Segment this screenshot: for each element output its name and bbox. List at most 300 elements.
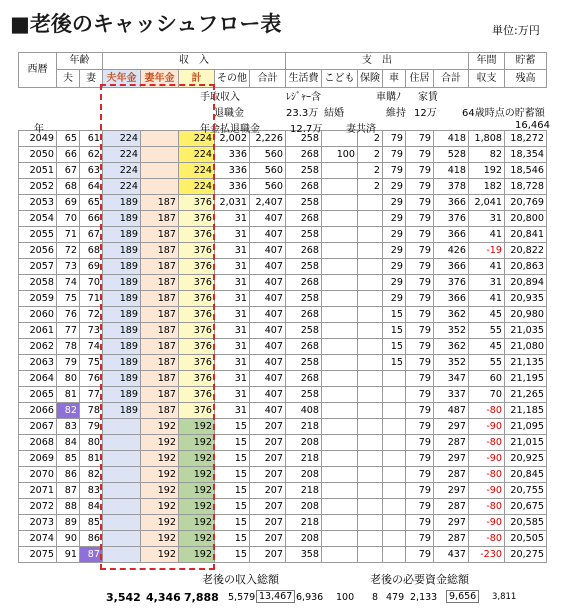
cell-hoken (358, 387, 383, 403)
cell-sonota: 15 (215, 515, 250, 531)
cell-kei: 192 (179, 419, 215, 435)
cell-kuruma: 79 (383, 131, 406, 147)
cell-sonota: 31 (215, 275, 250, 291)
table-row (19, 547, 547, 563)
cell-seikatsuhi: 258 (286, 227, 322, 243)
cell-fu-nenkin (103, 451, 141, 467)
cell-hoken (358, 467, 383, 483)
cell-jukyo: 79 (406, 275, 434, 291)
cell-kei: 376 (179, 195, 215, 211)
cell-kodomo (322, 243, 358, 259)
cell-nenkan-shushi: 1,808 (469, 131, 505, 147)
cell-chochiku-zandaka: 18,354 (505, 147, 547, 163)
cell-kuruma (383, 499, 406, 515)
cell-chochiku-zandaka: 21,080 (505, 339, 547, 355)
table-row (19, 451, 547, 467)
cell-hoken (358, 275, 383, 291)
cell-kei: 224 (179, 179, 215, 195)
cell-shishutsu-goukei: 418 (434, 131, 469, 147)
cell-fu-nenkin (103, 499, 141, 515)
cell-jukyo: 79 (406, 291, 434, 307)
unit-label: 単位:万円 (492, 24, 540, 37)
cell-chochiku-zandaka: 20,841 (505, 227, 547, 243)
cell-jukyo: 79 (406, 195, 434, 211)
cell-shunyu-goukei: 207 (250, 499, 286, 515)
cell-kuruma (383, 467, 406, 483)
cell-shishutsu-goukei: 426 (434, 243, 469, 259)
cell-kuruma: 29 (383, 291, 406, 307)
cell-shishutsu-goukei: 287 (434, 499, 469, 515)
header-goukei2: 合計 (434, 70, 469, 88)
cell-shunyu-goukei: 207 (250, 483, 286, 499)
cell-seireki: 2073 (19, 515, 57, 531)
cell-seikatsuhi: 358 (286, 547, 322, 563)
cell-kei: 376 (179, 403, 215, 419)
cell-tsuma-age: 83 (80, 483, 103, 499)
header-shishutsu: 支 出 (286, 53, 469, 70)
cell-tsuma-nenkin: 187 (141, 387, 179, 403)
cell-sonota: 15 (215, 499, 250, 515)
cell-chochiku-zandaka: 21,015 (505, 435, 547, 451)
cell-otto-age: 65 (57, 131, 80, 147)
cell-nenkan-shushi: 182 (469, 179, 505, 195)
table-row (19, 435, 547, 451)
cell-shishutsu-goukei: 352 (434, 355, 469, 371)
cell-chochiku-zandaka: 21,185 (505, 403, 547, 419)
cell-nenkan-shushi: 55 (469, 355, 505, 371)
cell-nenkan-shushi: -90 (469, 419, 505, 435)
cell-tsuma-nenkin: 187 (141, 195, 179, 211)
cell-sonota: 31 (215, 307, 250, 323)
cell-otto-age: 83 (57, 419, 80, 435)
cell-tsuma-nenkin: 187 (141, 211, 179, 227)
cell-seikatsuhi: 208 (286, 435, 322, 451)
label-income-total: 老後の収入総額 (202, 573, 279, 586)
cell-kodomo (322, 355, 358, 371)
cell-jukyo: 79 (406, 243, 434, 259)
cell-fu-nenkin (103, 531, 141, 547)
cell-sonota: 15 (215, 419, 250, 435)
cell-kei: 376 (179, 243, 215, 259)
table-row (19, 403, 547, 419)
note-leisure: ﾚｼﾞｬｰ含 (286, 92, 321, 103)
cell-chochiku-zandaka: 20,894 (505, 275, 547, 291)
cell-shishutsu-goukei: 418 (434, 163, 469, 179)
cell-tsuma-age: 67 (80, 227, 103, 243)
cell-kuruma (383, 451, 406, 467)
cell-hoken (358, 547, 383, 563)
cell-shunyu-goukei: 207 (250, 467, 286, 483)
cell-tsuma-nenkin: 192 (141, 435, 179, 451)
cell-fu-nenkin: 189 (103, 307, 141, 323)
cell-kodomo (322, 275, 358, 291)
cell-kuruma: 29 (383, 211, 406, 227)
cell-hoken (358, 259, 383, 275)
cell-kodomo (322, 499, 358, 515)
cell-kei: 192 (179, 435, 215, 451)
cell-kuruma: 15 (383, 307, 406, 323)
cell-tsuma-age: 73 (80, 323, 103, 339)
cell-chochiku-zandaka: 20,822 (505, 243, 547, 259)
header-jukyo: 住居 (406, 70, 434, 88)
cell-chochiku-zandaka: 20,935 (505, 291, 547, 307)
cell-seireki: 2057 (19, 259, 57, 275)
cell-otto-age: 86 (57, 467, 80, 483)
cell-fu-nenkin: 224 (103, 163, 141, 179)
cell-kuruma: 29 (383, 179, 406, 195)
cell-kuruma: 15 (383, 355, 406, 371)
cell-seireki: 2051 (19, 163, 57, 179)
cell-nenkan-shushi: 2,041 (469, 195, 505, 211)
cell-tsuma-age: 85 (80, 515, 103, 531)
note-ji64: 64歳時点の貯蓄額 (462, 108, 545, 119)
cell-seireki: 2072 (19, 499, 57, 515)
cell-otto-age: 70 (57, 211, 80, 227)
table-row (19, 467, 547, 483)
cell-kei: 376 (179, 387, 215, 403)
cell-kodomo (322, 179, 358, 195)
cell-fu-nenkin (103, 515, 141, 531)
cell-fu-nenkin: 189 (103, 403, 141, 419)
note-yachin: 家賃 (418, 92, 438, 103)
cell-hoken (358, 483, 383, 499)
cell-seikatsuhi: 408 (286, 403, 322, 419)
cell-seireki: 2056 (19, 243, 57, 259)
cell-fu-nenkin (103, 467, 141, 483)
cell-seireki: 2060 (19, 307, 57, 323)
cell-jukyo: 79 (406, 371, 434, 387)
cell-tsuma-nenkin: 187 (141, 275, 179, 291)
cell-otto-age: 82 (57, 403, 80, 419)
cell-kei: 224 (179, 131, 215, 147)
cell-fu-nenkin: 189 (103, 339, 141, 355)
cell-seikatsuhi: 258 (286, 259, 322, 275)
header-shunyu: 収 入 (103, 53, 286, 70)
cell-tsuma-nenkin: 192 (141, 499, 179, 515)
cell-otto-age: 71 (57, 227, 80, 243)
cell-sonota: 31 (215, 291, 250, 307)
total-fu-nenkin: 3,542 (106, 591, 141, 604)
cell-kodomo (322, 339, 358, 355)
cell-kodomo (322, 419, 358, 435)
table-row (19, 339, 547, 355)
cell-kuruma (383, 483, 406, 499)
cell-fu-nenkin: 189 (103, 323, 141, 339)
cell-shunyu-goukei: 207 (250, 451, 286, 467)
cell-tsuma-age: 79 (80, 419, 103, 435)
header-kei: 計 (179, 70, 215, 88)
cell-shishutsu-goukei: 297 (434, 483, 469, 499)
cell-seikatsuhi: 218 (286, 451, 322, 467)
header-seikatsuhi: 生活費 (286, 70, 322, 88)
cell-seireki: 2061 (19, 323, 57, 339)
cell-kodomo (322, 547, 358, 563)
header-kuruma: 車 (383, 70, 406, 88)
table-row (19, 291, 547, 307)
cell-seikatsuhi: 268 (286, 147, 322, 163)
cell-tsuma-nenkin (141, 163, 179, 179)
cell-nenkan-shushi: -230 (469, 547, 505, 563)
cell-tsuma-age: 70 (80, 275, 103, 291)
cell-sonota: 336 (215, 179, 250, 195)
note-iji: 維持 (386, 108, 406, 119)
cell-fu-nenkin: 189 (103, 243, 141, 259)
cell-seikatsuhi: 258 (286, 163, 322, 179)
cell-otto-age: 67 (57, 163, 80, 179)
cell-seireki: 2052 (19, 179, 57, 195)
cell-seireki: 2053 (19, 195, 57, 211)
cell-fu-nenkin (103, 419, 141, 435)
note-taishokukin: 退職金 (214, 108, 244, 119)
cell-kei: 192 (179, 531, 215, 547)
cell-hoken (358, 451, 383, 467)
cell-shunyu-goukei: 560 (250, 147, 286, 163)
cell-jukyo: 79 (406, 467, 434, 483)
cell-sonota: 31 (215, 259, 250, 275)
cell-kuruma (383, 435, 406, 451)
total-jukyo: 2,133 (410, 592, 438, 603)
total-seikatsuhi: 6,936 (296, 592, 324, 603)
cell-shunyu-goukei: 407 (250, 323, 286, 339)
cell-seireki: 2063 (19, 355, 57, 371)
cell-jukyo: 79 (406, 483, 434, 499)
cell-chochiku-zandaka: 20,863 (505, 259, 547, 275)
cell-kuruma: 79 (383, 163, 406, 179)
cell-nenkan-shushi: 192 (469, 163, 505, 179)
cell-jukyo: 79 (406, 387, 434, 403)
cell-nenkan-shushi: -80 (469, 403, 505, 419)
cell-shishutsu-goukei: 362 (434, 339, 469, 355)
cell-chochiku-zandaka: 20,925 (505, 451, 547, 467)
cell-seikatsuhi: 258 (286, 131, 322, 147)
cell-otto-age: 78 (57, 339, 80, 355)
cell-kei: 376 (179, 275, 215, 291)
cell-chochiku-zandaka: 20,980 (505, 307, 547, 323)
page-title: ■老後のキャッシュフロー表 (10, 12, 282, 36)
cell-hoken (358, 339, 383, 355)
header-otto: 夫 (57, 70, 80, 88)
header-nenrei: 年齢 (57, 53, 103, 70)
cell-otto-age: 76 (57, 307, 80, 323)
cell-shishutsu-goukei: 487 (434, 403, 469, 419)
cell-tsuma-age: 68 (80, 243, 103, 259)
cell-seikatsuhi: 268 (286, 371, 322, 387)
cell-chochiku-zandaka: 21,195 (505, 371, 547, 387)
table-row (19, 307, 547, 323)
cell-jukyo: 79 (406, 323, 434, 339)
cell-tsuma-nenkin (141, 179, 179, 195)
cell-shunyu-goukei: 560 (250, 163, 286, 179)
cell-shunyu-goukei: 207 (250, 515, 286, 531)
cell-chochiku-zandaka: 21,095 (505, 419, 547, 435)
cell-nenkan-shushi: 41 (469, 291, 505, 307)
cell-tsuma-age: 62 (80, 147, 103, 163)
cell-kodomo (322, 227, 358, 243)
cell-seireki: 2054 (19, 211, 57, 227)
cell-tsuma-nenkin: 187 (141, 323, 179, 339)
cell-seireki: 2049 (19, 131, 57, 147)
cell-hoken (358, 307, 383, 323)
cell-jukyo: 79 (406, 355, 434, 371)
cell-shishutsu-goukei: 362 (434, 307, 469, 323)
cell-nenkan-shushi: 45 (469, 339, 505, 355)
cell-fu-nenkin (103, 483, 141, 499)
cell-otto-age: 72 (57, 243, 80, 259)
cell-tsuma-nenkin (141, 131, 179, 147)
cell-sonota: 336 (215, 163, 250, 179)
cell-sonota: 15 (215, 451, 250, 467)
cashflow-table (18, 52, 547, 563)
cell-sonota: 31 (215, 387, 250, 403)
cell-jukyo: 79 (406, 211, 434, 227)
cell-kodomo (322, 403, 358, 419)
cell-jukyo: 79 (406, 547, 434, 563)
cell-shunyu-goukei: 207 (250, 419, 286, 435)
cell-chochiku-zandaka: 20,585 (505, 515, 547, 531)
cell-kodomo: 100 (322, 147, 358, 163)
cell-kodomo (322, 211, 358, 227)
cell-shunyu-goukei: 407 (250, 211, 286, 227)
table-body (19, 131, 547, 563)
header-nenkan: 年間 (469, 53, 505, 70)
cell-tsuma-age: 81 (80, 451, 103, 467)
cell-tsuma-nenkin: 187 (141, 291, 179, 307)
cell-otto-age: 81 (57, 387, 80, 403)
label-need-total: 老後の必要資金総額 (370, 573, 469, 586)
cell-hoken (358, 499, 383, 515)
cell-shunyu-goukei: 2,226 (250, 131, 286, 147)
cell-shishutsu-goukei: 287 (434, 531, 469, 547)
cell-chochiku-zandaka: 21,265 (505, 387, 547, 403)
cell-shunyu-goukei: 407 (250, 387, 286, 403)
cell-seireki: 2068 (19, 435, 57, 451)
cell-otto-age: 84 (57, 435, 80, 451)
cell-kei: 376 (179, 211, 215, 227)
cell-otto-age: 74 (57, 275, 80, 291)
cell-nenkan-shushi: -80 (469, 499, 505, 515)
table-row (19, 131, 547, 147)
cell-hoken (358, 419, 383, 435)
total-goukei: 13,467 (256, 590, 295, 603)
cell-tsuma-age: 61 (80, 131, 103, 147)
cell-tsuma-nenkin: 187 (141, 227, 179, 243)
cell-chochiku-zandaka: 18,546 (505, 163, 547, 179)
cell-otto-age: 66 (57, 147, 80, 163)
cell-kuruma (383, 387, 406, 403)
table-row (19, 227, 547, 243)
cell-hoken: 2 (358, 163, 383, 179)
cell-shishutsu-goukei: 366 (434, 259, 469, 275)
cell-chochiku-zandaka: 20,275 (505, 547, 547, 563)
cell-fu-nenkin: 189 (103, 211, 141, 227)
cell-shunyu-goukei: 407 (250, 259, 286, 275)
cell-nenkan-shushi: -90 (469, 451, 505, 467)
cell-shishutsu-goukei: 376 (434, 211, 469, 227)
cell-jukyo: 79 (406, 451, 434, 467)
total-kei: 7,888 (184, 591, 219, 604)
cell-shishutsu-goukei: 352 (434, 323, 469, 339)
cell-tsuma-nenkin: 187 (141, 339, 179, 355)
cell-nenkan-shushi: -90 (469, 483, 505, 499)
cell-seikatsuhi: 268 (286, 179, 322, 195)
cell-jukyo: 79 (406, 307, 434, 323)
cell-sonota: 336 (215, 147, 250, 163)
header-fu-nenkin: 夫年金 (103, 70, 141, 88)
table-row (19, 179, 547, 195)
table-row (19, 515, 547, 531)
cell-tsuma-nenkin: 192 (141, 451, 179, 467)
cell-tsuma-age: 77 (80, 387, 103, 403)
cell-chochiku-zandaka: 20,675 (505, 499, 547, 515)
cell-fu-nenkin: 189 (103, 355, 141, 371)
cell-jukyo: 79 (406, 147, 434, 163)
cell-kodomo (322, 531, 358, 547)
cell-kodomo (322, 515, 358, 531)
table-row (19, 387, 547, 403)
cell-tsuma-age: 80 (80, 435, 103, 451)
note-kuruma-kounyu: 車購ﾉ (376, 92, 401, 103)
cell-shishutsu-goukei: 287 (434, 467, 469, 483)
cell-shunyu-goukei: 207 (250, 547, 286, 563)
cell-shishutsu-goukei: 297 (434, 515, 469, 531)
cell-chochiku-zandaka: 21,135 (505, 355, 547, 371)
cell-seireki: 2074 (19, 531, 57, 547)
cell-sonota: 31 (215, 339, 250, 355)
cell-shunyu-goukei: 407 (250, 339, 286, 355)
cell-shunyu-goukei: 407 (250, 243, 286, 259)
cell-otto-age: 88 (57, 499, 80, 515)
cell-jukyo: 79 (406, 419, 434, 435)
cell-fu-nenkin: 224 (103, 131, 141, 147)
cell-jukyo: 79 (406, 163, 434, 179)
header-chochiku: 貯蓄 (505, 53, 547, 70)
cell-shunyu-goukei: 407 (250, 227, 286, 243)
table-row (19, 195, 547, 211)
cell-kuruma (383, 419, 406, 435)
cell-nenkan-shushi: 55 (469, 323, 505, 339)
cell-jukyo: 79 (406, 227, 434, 243)
cell-hoken (358, 515, 383, 531)
cell-sonota: 31 (215, 227, 250, 243)
note-tedori: 手取収入 (200, 92, 240, 103)
cell-sonota: 31 (215, 211, 250, 227)
cell-seikatsuhi: 218 (286, 419, 322, 435)
cell-tsuma-nenkin: 192 (141, 419, 179, 435)
cell-nenkan-shushi: 82 (469, 147, 505, 163)
table-row (19, 323, 547, 339)
cell-otto-age: 68 (57, 179, 80, 195)
cell-tsuma-nenkin: 187 (141, 403, 179, 419)
cell-tsuma-age: 84 (80, 499, 103, 515)
cell-seikatsuhi: 268 (286, 339, 322, 355)
cell-otto-age: 90 (57, 531, 80, 547)
cell-kodomo (322, 435, 358, 451)
cell-sonota: 2,002 (215, 131, 250, 147)
cell-shunyu-goukei: 407 (250, 371, 286, 387)
total-tsuma-nenkin: 4,346 (146, 591, 181, 604)
cell-seikatsuhi: 268 (286, 211, 322, 227)
cell-seireki: 2067 (19, 419, 57, 435)
cell-hoken (358, 531, 383, 547)
header-tsuma-nenkin: 妻年金 (141, 70, 179, 88)
cell-kuruma (383, 515, 406, 531)
header-shushi: 収支 (469, 70, 505, 88)
cell-shunyu-goukei: 560 (250, 179, 286, 195)
note-amount-233: 23.3万 (286, 108, 319, 119)
cell-seikatsuhi: 258 (286, 291, 322, 307)
cell-jukyo: 79 (406, 403, 434, 419)
cell-kei: 192 (179, 467, 215, 483)
